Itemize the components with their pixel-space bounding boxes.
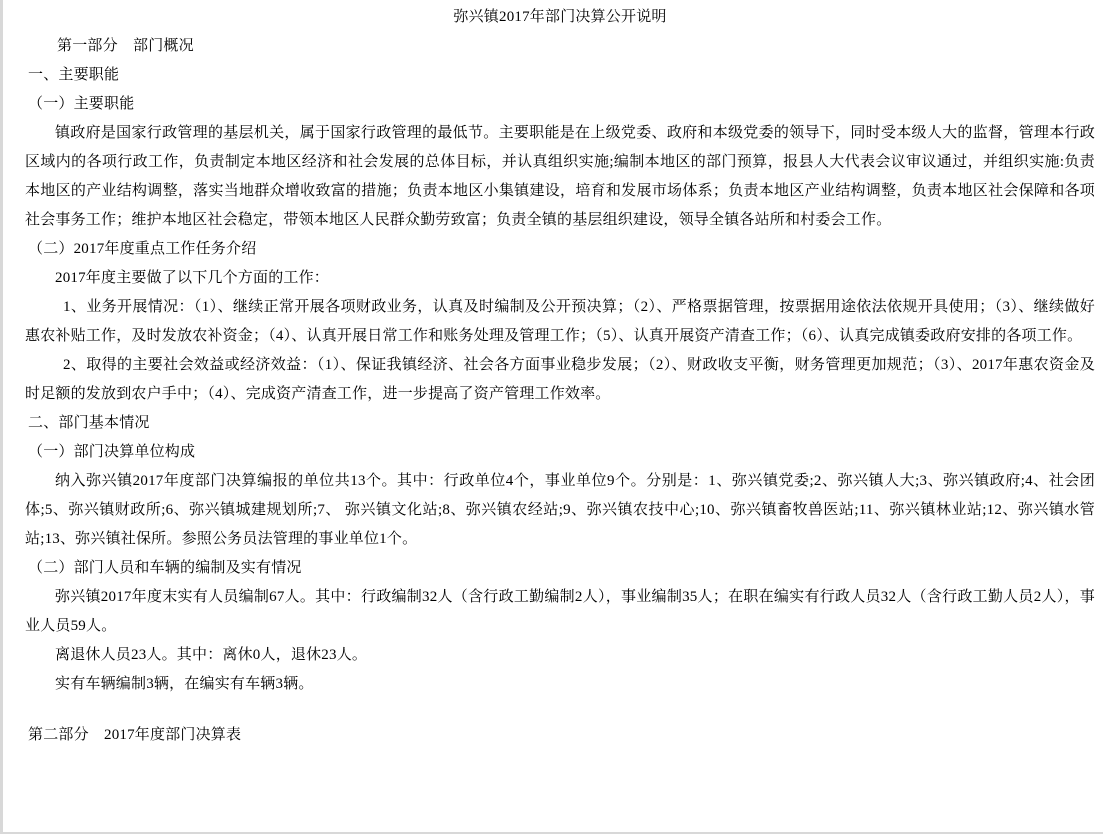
section1-sub2-intro: 2017年度主要做了以下几个方面的工作：	[55, 270, 330, 286]
section2-sub1-heading: （一）部门决算单位构成	[28, 444, 196, 460]
section2-sub2-paragraph1: 弥兴镇2017年度末实有人员编制67人。其中：行政编制32人（含行政工勤编制2人），事业编制35人；在职在编实有行政人员32人（含行政工勤人员2人），事业人员59人。	[25, 589, 1095, 634]
section2-sub2-paragraph2: 离退休人员23人。其中：离休0人，退休23人。	[55, 647, 368, 663]
page-left-edge	[0, 0, 3, 834]
section2-sub1-paragraph: 纳入弥兴镇2017年度部门决算编报的单位共13个。其中：行政单位4个，事业单位9个。分别是：1、弥兴镇党委;2、弥兴镇人大;3、弥兴镇政府;4、社会团体;5、弥兴镇财政所;6、弥兴镇城建规划所;7、 弥兴镇文化站;8、弥兴镇农经站;9、弥兴镇农技中心;10、弥兴镇畜牧兽医站;11、弥兴镇林业站;12、弥兴镇水管站;13、弥兴镇社保所。参照公务员法管理的事业单位1个。	[25, 473, 1095, 547]
section1-sub2-heading: （二）2017年度重点工作任务介绍	[28, 241, 257, 257]
section1-sub1-paragraph: 镇政府是国家行政管理的基层机关，属于国家行政管理的最低节。主要职能是在上级党委、政府和本级党委的领导下，同时受本级人大的监督，管理本行政区域内的各项行政工作，负责制定本地区经济和社会发展的总体目标，并认真组织实施;编制本地区的部门预算，报县人大代表会议审议通过，并组织实施:负责本地区的产业结构调整，落实当地群众增收致富的措施；负责本地区小集镇建设，培育和发展市场体系；负责本地区产业结构调整，负责本地区社会保障和各项社会事务工作；维护本地区社会稳定，带领本地区人民群众勤劳致富；负责全镇的基层组织建设，领导全镇各站所和村委会工作。	[25, 125, 1095, 228]
section1-sub2-item2: 2、取得的主要社会效益或经济效益：（1）、保证我镇经济、社会各方面事业稳步发展；（2）、财政收支平衡，财务管理更加规范；（3）、2017年惠农资金及时足额的发放到农户手中；（4）、完成资产清查工作，进一步提高了资产管理工作效率。	[25, 357, 1095, 402]
section1-sub2-item1: 1、业务开展情况：（1）、继续正常开展各项财政业务，认真及时编制及公开预决算；（2）、严格票据管理，按票据用途依法依规开具使用；（3）、继续做好惠农补贴工作，及时发放农补资金；（4）、认真开展日常工作和账务处理及管理工作；（5）、认真开展资产清查工作；（6）、认真完成镇委政府安排的各项工作。	[25, 299, 1095, 344]
part2-heading: 第二部分 2017年度部门决算表	[28, 727, 242, 743]
section1-sub1-heading: （一）主要职能	[28, 96, 135, 112]
section1-heading: 一、主要职能	[28, 67, 120, 83]
section2-sub2-heading: （二）部门人员和车辆的编制及实有情况	[28, 560, 302, 576]
section2-heading: 二、部门基本情况	[28, 415, 150, 431]
section2-sub2-paragraph3: 实有车辆编制3辆，在编实有车辆3辆。	[55, 676, 314, 692]
part1-heading: 第一部分 部门概况	[57, 38, 194, 54]
document-title: 弥兴镇2017年部门决算公开说明	[453, 9, 667, 25]
